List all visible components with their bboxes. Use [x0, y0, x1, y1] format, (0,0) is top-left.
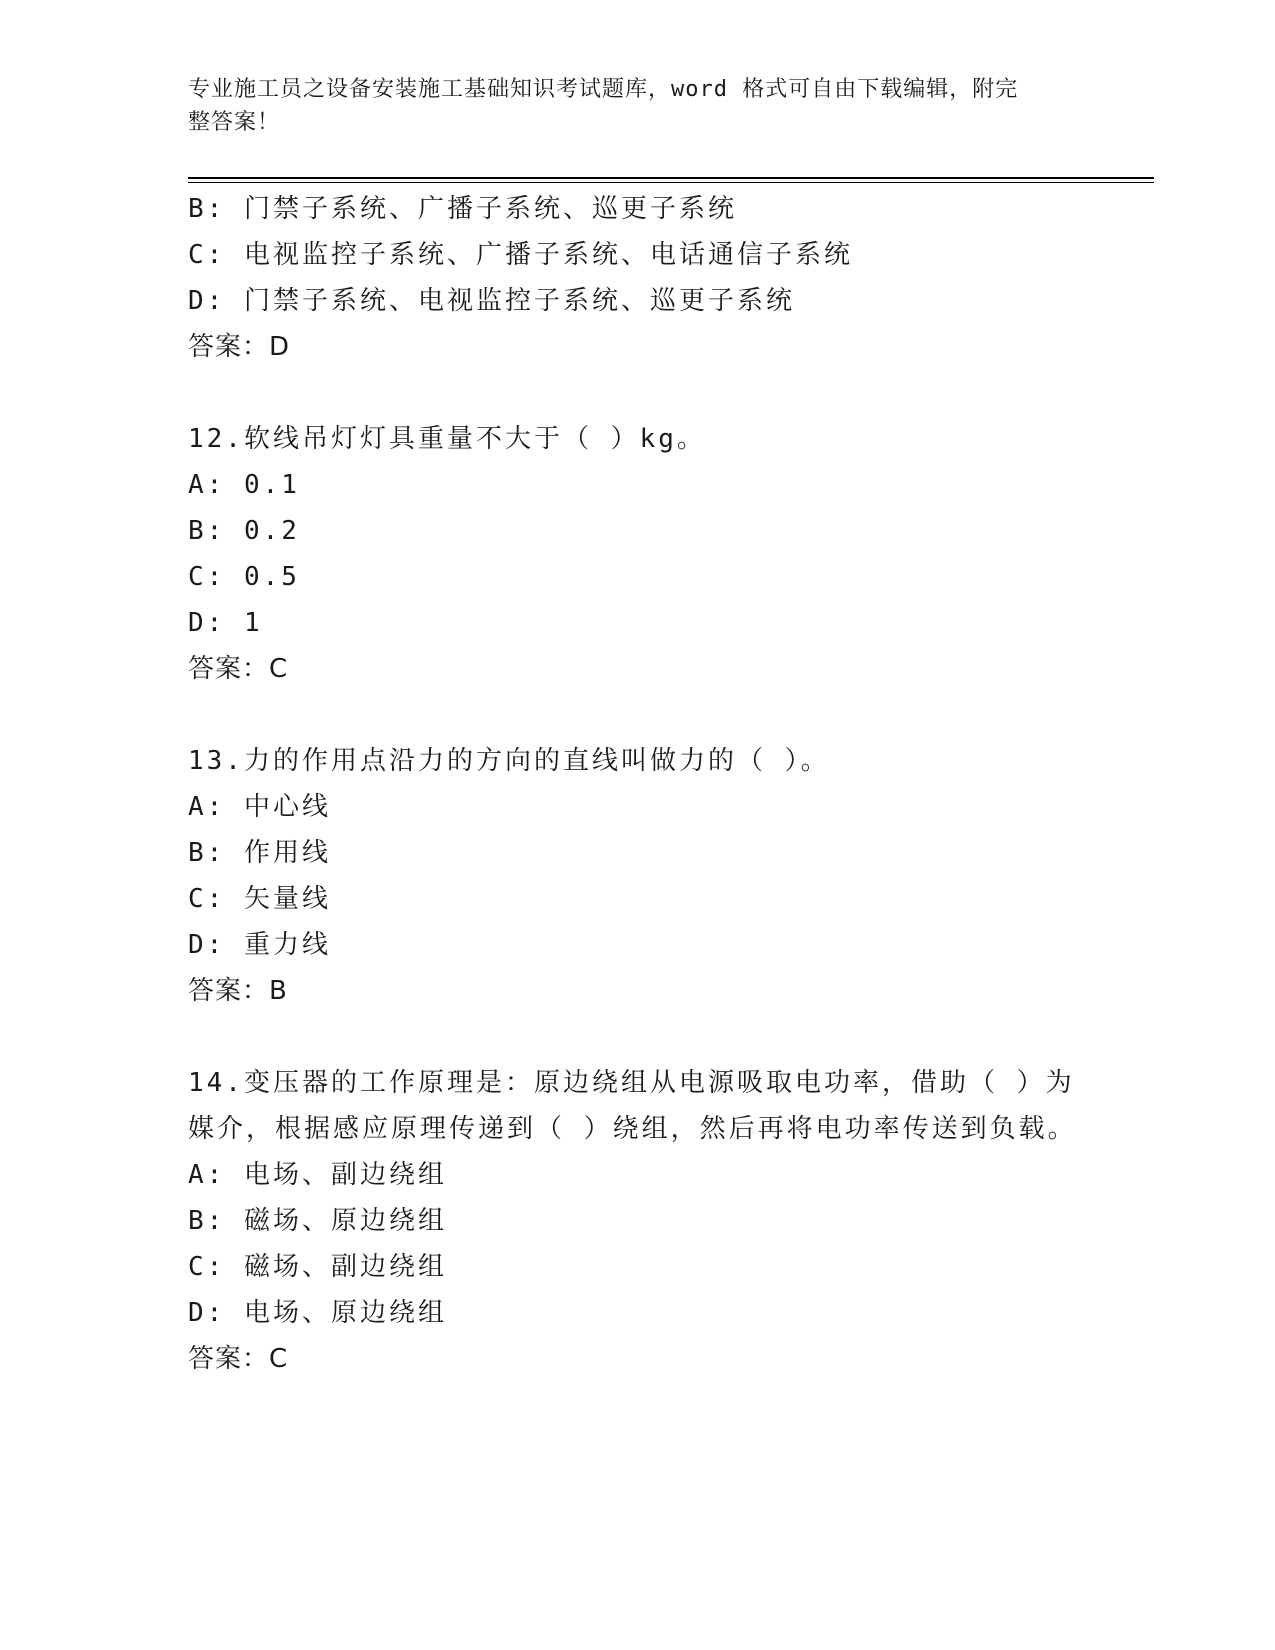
spacer [188, 692, 1088, 738]
header-line-1: 专业施工员之设备安装施工基础知识考试题库，word 格式可自由下载编辑，附完 [188, 77, 1019, 102]
option-b: B: 作用线 [188, 838, 331, 868]
option-d: D: 门禁子系统、电视监控子系统、巡更子系统 [188, 286, 795, 316]
header-line-2: 整答案！ [188, 110, 281, 135]
question-14 [188, 1060, 1088, 1382]
option-d: D: 1 [188, 608, 263, 638]
option-b: B: 0.2 [188, 516, 300, 546]
answer-line: 答案：C [188, 654, 289, 684]
question-list [188, 186, 1088, 1382]
question-text-line-1: 14.变压器的工作原理是：原边绕组从电源吸取电功率，借助（ ）为 [188, 1068, 1075, 1098]
option-c: C: 矢量线 [188, 884, 331, 914]
question-11 [188, 186, 1088, 370]
option-c: C: 电视监控子系统、广播子系统、电话通信子系统 [188, 240, 853, 270]
header-divider-thin [188, 182, 1154, 183]
answer-line: 答案：B [188, 976, 288, 1006]
option-a: A: 0.1 [188, 470, 300, 500]
option-d: D: 电场、原边绕组 [188, 1298, 447, 1328]
option-a: A: 电场、副边绕组 [188, 1160, 447, 1190]
question-text: 12.软线吊灯灯具重量不大于（ ）kg。 [188, 424, 706, 454]
option-b: B: 磁场、原边绕组 [188, 1206, 447, 1236]
option-c: C: 0.5 [188, 562, 300, 592]
question-text-line-2: 媒介，根据感应原理传递到（ ）绕组，然后再将电功率传送到负载。 [188, 1114, 1077, 1144]
question-text: 13.力的作用点沿力的方向的直线叫做力的（ ）。 [188, 746, 830, 776]
option-a: A: 中心线 [188, 792, 331, 822]
answer-line: 答案：D [188, 332, 291, 362]
option-d: D: 重力线 [188, 930, 331, 960]
option-b: B: 门禁子系统、广播子系统、巡更子系统 [188, 194, 737, 224]
question-13 [188, 738, 1088, 1014]
spacer [188, 370, 1088, 416]
spacer [188, 1014, 1088, 1060]
option-c: C: 磁场、副边绕组 [188, 1252, 447, 1282]
question-12 [188, 416, 1088, 692]
document-header [188, 73, 1068, 139]
header-divider-thick [188, 177, 1154, 179]
answer-line: 答案：C [188, 1344, 289, 1374]
